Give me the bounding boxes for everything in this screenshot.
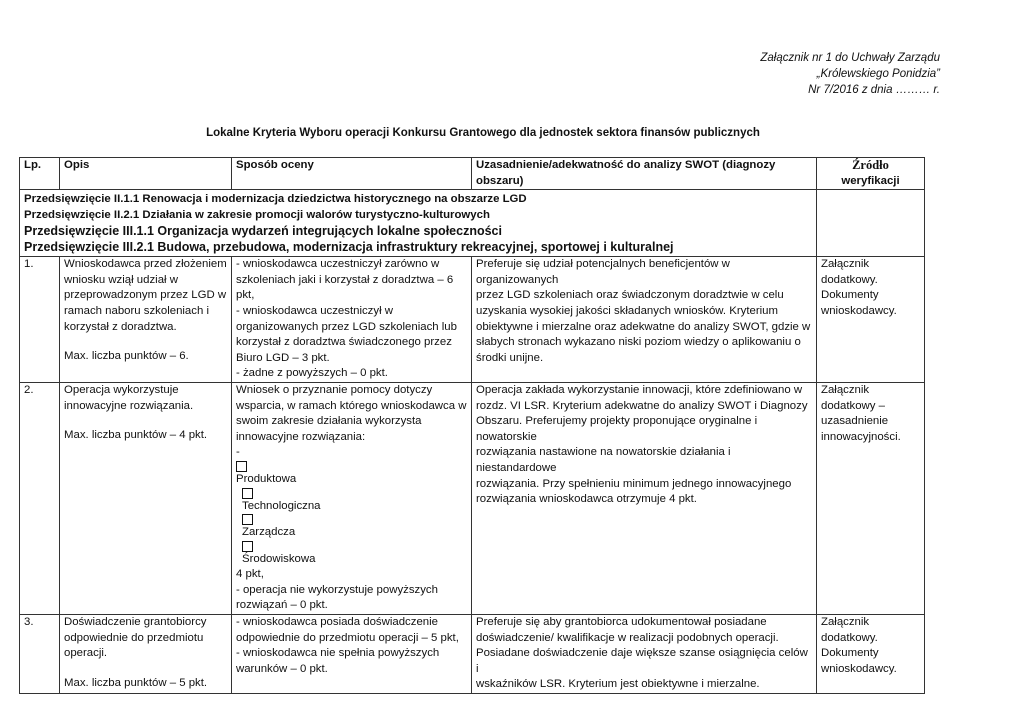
text-line: operacji.	[64, 647, 108, 660]
option-item	[236, 488, 467, 515]
text-line: Operacja wykorzystuje	[64, 383, 179, 396]
project-item: Przedsięwzięcie II.1.1 Renowacja i modernizacja dziedzictwa historycznego na obszarze LGD	[24, 193, 527, 206]
row-sposob	[232, 382, 472, 614]
text-line: uzasadnienie	[821, 415, 889, 428]
header-line-1: Załącznik nr 1 do Uchwały Zarządu	[760, 52, 940, 64]
text-line: Wnioskodawca przed złożeniem	[64, 258, 227, 271]
row-zrodlo	[817, 615, 925, 694]
table-row	[20, 615, 925, 694]
text-line: rozdz. VI LSR. Kryterium adekwatne do analizy SWOT i Diagnozy	[476, 399, 808, 412]
row-lp: 1.	[20, 257, 60, 383]
text-line: Dokumenty	[821, 647, 879, 660]
text-line: przeprowadzonym przez LGD w	[64, 289, 227, 302]
text-line: Załącznik	[821, 383, 870, 396]
document-title: Lokalne Kryteria Wyboru operacji Konkursu Grantowego dla jednostek sektora finansów publicznych	[206, 127, 760, 139]
text-line: rozwiązań – 0 pkt.	[236, 599, 328, 612]
projects-row	[20, 190, 925, 257]
project-item: Przedsięwzięcie II.2.1 Działania w zakresie promocji walorów turystyczno-kulturowych	[24, 209, 490, 222]
col-header-zrodlo	[817, 158, 925, 190]
checkbox-icon	[236, 461, 247, 472]
text-line: dodatkowy.	[821, 273, 878, 286]
text-line: - wnioskodawca posiada doświadczenie	[236, 616, 438, 629]
max-points: Max. liczba punktów – 6.	[64, 350, 189, 363]
checkbox-icon	[242, 488, 253, 499]
checkbox-icon	[242, 514, 253, 525]
row-uzasadnienie	[472, 382, 817, 614]
text-line: obiektywne i mierzalne oraz adekwatne do analizy SWOT, gdzie w	[476, 320, 811, 333]
text-line: pkt,	[236, 289, 255, 302]
row-zrodlo	[817, 257, 925, 383]
header-line-2: „Królewskiego Ponidzia”	[816, 68, 940, 80]
text-line: przez LGD szkoleniach oraz świadczonym doradztwie w celu	[476, 289, 784, 302]
row-opis	[60, 382, 232, 614]
table-row	[20, 257, 925, 383]
text-line: Operacja zakłada wykorzystanie innowacji, które zdefiniowano w	[476, 383, 803, 396]
row-sposob	[232, 615, 472, 694]
option-item	[236, 514, 467, 541]
text-line: wnioskodawcy.	[821, 304, 897, 317]
header-line-3: Nr 7/2016 z dnia ……… r.	[808, 84, 940, 96]
text-line: Wniosek o przyznanie pomocy dotyczy	[236, 383, 433, 396]
text-line: Obszaru. Preferujemy projekty proponujące oryginalne i nowatorskie	[476, 415, 758, 443]
text-line: odpowiednie do przedmiotu operacji – 5 pkt,	[236, 631, 459, 644]
text-line: Posiadane doświadczenie daje większe szanse osiągnięcia celów i	[476, 647, 808, 675]
col-header-opis: Opis	[60, 158, 232, 190]
option-label: Zarządcza	[242, 526, 296, 539]
col-header-uzasadnienie: Uzasadnienie/adekwatność do analizy SWOT (diagnozy obszaru)	[472, 158, 817, 190]
row-lp: 3.	[20, 615, 60, 694]
row-uzasadnienie	[472, 257, 817, 383]
text-line: wsparcia, w ramach którego wnioskodawca w	[236, 399, 467, 412]
text-line: - operacja nie wykorzystuje powyższych	[236, 583, 438, 596]
row-uzasadnienie	[472, 615, 817, 694]
option-label: Środowiskowa	[242, 552, 316, 565]
checkbox-icon	[242, 541, 253, 552]
row-opis	[60, 615, 232, 694]
text-line: - żadne z powyższych – 0 pkt.	[236, 367, 388, 380]
row-lp: 2.	[20, 382, 60, 614]
max-points: Max. liczba punktów – 4 pkt.	[64, 429, 208, 442]
row-opis	[60, 257, 232, 383]
max-points: Max. liczba punktów – 5 pkt.	[64, 676, 208, 689]
text-line: odpowiednie do przedmiotu	[64, 631, 204, 644]
text-line: szkoleniach jaki i korzystał z doradztwa – 6	[236, 273, 454, 286]
text-line: dodatkowy.	[821, 631, 878, 644]
text-line: Preferuje się aby grantobiorca udokumentował posiadane	[476, 616, 767, 629]
text-line: - wnioskodawca uczestniczył w	[236, 304, 393, 317]
table-row	[20, 382, 925, 614]
row-zrodlo	[817, 382, 925, 614]
col-header-lp: Lp.	[20, 158, 60, 190]
row-sposob	[232, 257, 472, 383]
text-line: - wnioskodawca nie spełnia powyższych	[236, 647, 440, 660]
projects-cell	[20, 190, 817, 257]
text-line: innowacyjności.	[821, 430, 901, 443]
text-line: warunków – 0 pkt.	[236, 662, 328, 675]
col-header-zrodlo-line1: Źródło	[852, 158, 889, 172]
text-line: rozwiązania. Przy spełnieniu minimum jednego innowacyjnego	[476, 477, 792, 490]
text-line: Preferuje się udział potencjalnych beneficjentów w organizowanych	[476, 258, 730, 286]
text-line: Biuro LGD – 3 pkt.	[236, 351, 330, 364]
text-line: korzystał z doradztwa świadczonego przez	[236, 336, 452, 349]
col-header-zrodlo-line2: weryfikacji	[841, 174, 900, 187]
col-header-sposob: Sposób oceny	[232, 158, 472, 190]
text-line: ramach naboru szkoleniach i	[64, 304, 209, 317]
option-label: Technologiczna	[242, 499, 321, 512]
text-line: Dokumenty	[821, 289, 879, 302]
text-line: innowacyjne rozwiązania:	[236, 430, 366, 443]
project-item: Przedsięwzięcie III.2.1 Budowa, przebudowa, modernizacja infrastruktury rekreacyjnej, sportowej i kulturalnej	[24, 240, 674, 255]
text-line: swoim zakresie działania wykorzysta	[236, 415, 422, 428]
text-line: słabych stronach wykazano niski poziom wiedzy o aplikowaniu o	[476, 336, 801, 349]
text-line: wskaźników LSR. Kryterium jest obiektywne i mierzalne.	[476, 678, 760, 691]
text-line: innowacyjne rozwiązania.	[64, 399, 194, 412]
option-item: - Produktowa	[236, 445, 467, 487]
text-line: środki unijne.	[476, 351, 544, 364]
text-line: uzyskania wysokiej jakości składanych wniosków. Kryterium	[476, 304, 778, 317]
text-line: Załącznik	[821, 616, 870, 629]
project-item: Przedsięwzięcie III.1.1 Organizacja wydarzeń integrujących lokalne społeczności	[24, 224, 502, 239]
text-line: dodatkowy –	[821, 399, 885, 412]
option-label: Produktowa	[236, 472, 297, 485]
text-line: korzystał z doradztwa.	[64, 320, 177, 333]
table-header-row	[20, 158, 925, 190]
criteria-table	[19, 157, 925, 694]
text-line: Doświadczenie grantobiorcy	[64, 616, 207, 629]
text-line: rozwiązania wnioskodawca otrzymuje 4 pkt.	[476, 493, 697, 506]
document-header	[760, 50, 940, 98]
text-line: wnioskodawcy.	[821, 662, 897, 675]
text-line: rozwiązania nastawione na nowatorskie działania i niestandardowe	[476, 446, 731, 474]
text-line: organizowanych przez LGD szkoleniach lub	[236, 320, 457, 333]
text-line: Załącznik	[821, 258, 870, 271]
text-line: doświadczenie/ kwalifikacje w realizacji podobnych operacji.	[476, 631, 779, 644]
text-line: 4 pkt,	[236, 568, 264, 581]
projects-empty-cell	[817, 190, 925, 257]
text-line: - wnioskodawca uczestniczył zarówno w	[236, 258, 440, 271]
text-line: wniosku wziął udział w	[64, 273, 178, 286]
option-item	[236, 541, 467, 568]
